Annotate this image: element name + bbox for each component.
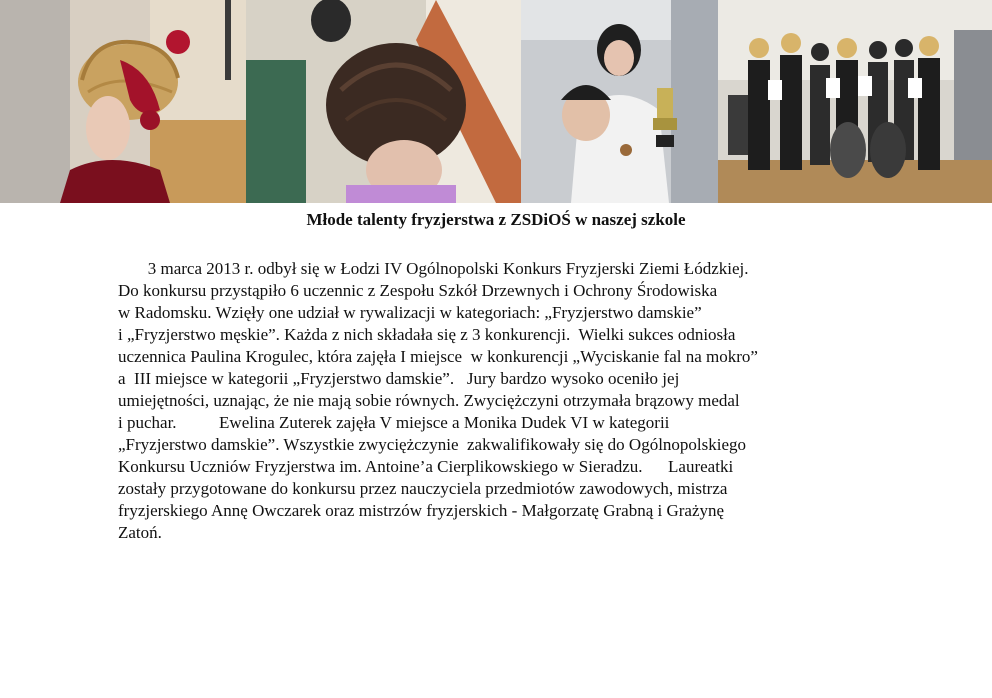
article-line: Konkursu Uczniów Fryzjerstwa im. Antoine’a Cierplikowskiego w Sieradzu. Laureatki [118, 457, 734, 476]
article-line: w Radomsku. Wzięły one udział w rywalizacji w kategoriach: „Fryzjerstwo damskie” [118, 303, 702, 322]
photo-curled-updo [246, 0, 521, 203]
article-line: i puchar. Ewelina Zuterek zajęła V miejsce a Monika Dudek VI w kategorii [118, 413, 670, 432]
photo-strip [0, 0, 992, 203]
photo-group-laureates [718, 0, 992, 203]
photo-braided-updo [0, 0, 246, 203]
article-body [118, 258, 898, 544]
article-line: a III miejsce w kategorii „Fryzjerstwo damskie”. Jury bardzo wysoko oceniło jej [118, 369, 680, 388]
photo-student-trophy [521, 0, 718, 203]
article-line: „Fryzjerstwo damskie”. Wszystkie zwyciężczynie zakwalifikowały się do Ogólnopolskiego [118, 435, 747, 454]
article-line: Zatoń. [118, 523, 162, 542]
article-title: Młode talenty fryzjerstwa z ZSDiOŚ w naszej szkole [306, 210, 686, 229]
article-line: fryzjerskiego Annę Owczarek oraz mistrzów fryzjerskich - Małgorzatę Grabną i Grażynę [118, 501, 725, 520]
article-line: Do konkursu przystąpiło 6 uczennic z Zespołu Szkół Drzewnych i Ochrony Środowiska [118, 281, 718, 300]
article-line: zostały przygotowane do konkursu przez nauczyciela przedmiotów zawodowych, mistrza [118, 479, 728, 498]
article-line: i „Fryzjerstwo męskie”. Każda z nich składała się z 3 konkurencji. Wielki sukces odniosła [118, 325, 736, 344]
article-line: uczennica Paulina Krogulec, która zajęła I miejsce w konkurencji „Wyciskanie fal na mokro” [118, 347, 758, 366]
article-line: 3 marca 2013 r. odbył się w Łodzi IV Ogólnopolski Konkurs Fryzjerski Ziemi Łódzkiej. [118, 259, 749, 278]
article-line: umiejętności, uznając, że nie mają sobie równych. Zwyciężczyni otrzymała brązowy medal [118, 391, 740, 410]
